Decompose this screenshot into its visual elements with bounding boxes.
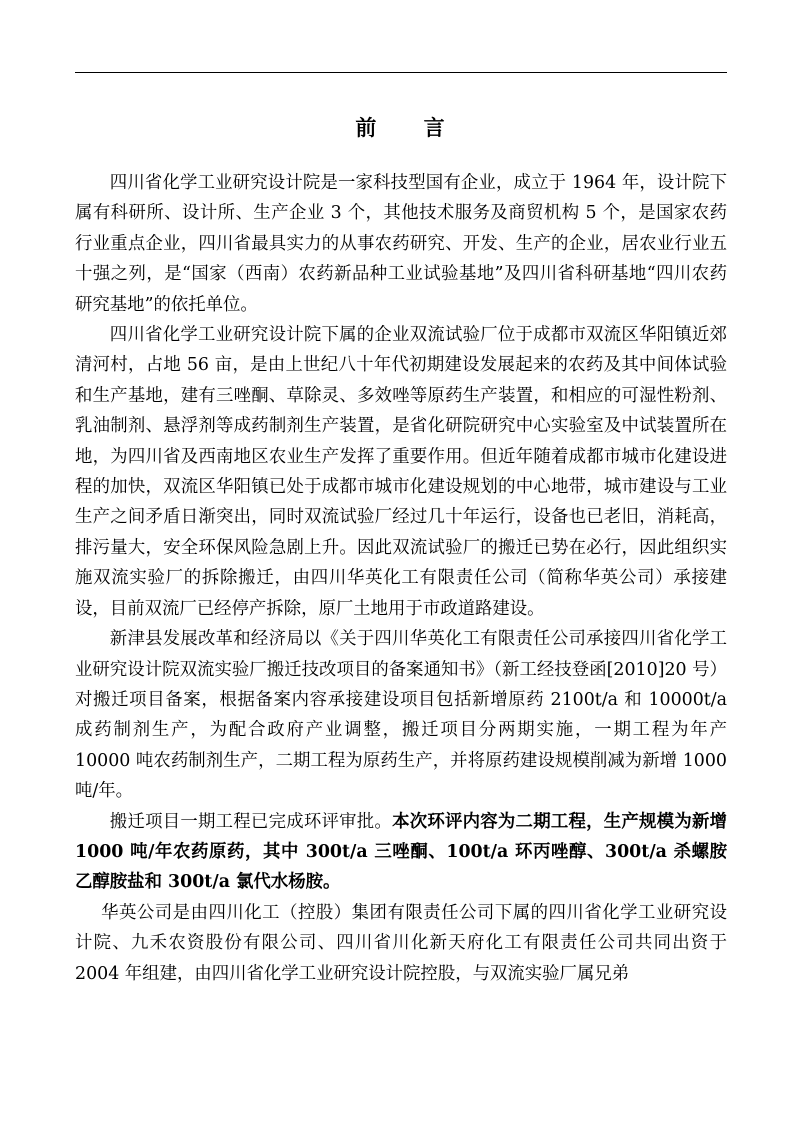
paragraph-text: 华英公司是由四川化工（控股）集团有限责任公司下属的四川省化学工业研究设计院、九禾农资股份有限公司、四川省川化新天府化工有限责任公司共同出资于 2004 年组建，由四川省化学工业研究设计院控股，与双流实验厂属兄弟 bbox=[75, 902, 727, 984]
paragraph-text: 四川省化学工业研究设计院是一家科技型国有企业，成立于 1964 年，设计院下属有科研所、设计所、生产企业 3 个，其他技术服务及商贸机构 5 个，是国家农药行业重点企业，四川省最具实力的从事农药研究、开发、生产的企业，居农业行业五十强之列，是“国家（西南）农药新品种工业试验基地”及四川省科研基地“四川农药研究基地”的依托单位。 bbox=[75, 173, 727, 315]
paragraph-text: 新津县发展改革和经济局以《关于四川华英化工有限责任公司承接四川省化学工业研究设计院双流实验厂搬迁技改项目的备案通知书》（新工经技登函[2010]20 号）对搬迁项目备案，根据备案内容承接建设项目包括新增原药 2100t/a 和 10000t/a 成药制剂生产，为配合政府产业调整，搬迁项目分两期实施，一期工程为年产 10000 吨农药制剂生产，二期工程为原药生产，并将原药建设规模削减为新增 1000 吨/年。 bbox=[75, 629, 727, 802]
paragraph-project-filing bbox=[75, 624, 727, 806]
paragraph-text-emphasis: 本次环评内容为二期工程，生产规模为新增 1000 吨/年农药原药，其中 300t/a 三唑酮、100t/a 环丙唑醇、300t/a 杀螺胺乙醇胺盐和 300t/a 氯代水杨胺。 bbox=[75, 811, 727, 893]
paragraph-text: 四川省化学工业研究设计院下属的企业双流试验厂位于成都市双流区华阳镇近郊清河村，占地 56 亩，是由上世纪八十年代初期建设发展起来的农药及其中间体试验和生产基地，建有三唑酮、草除灵、多效唑等原药生产装置，和相应的可湿性粉剂、乳油制剂、悬浮剂等成药制剂生产装置，是省化研院研究中心实验室及中试装置所在地，为四川省及西南地区农业生产发挥了重要作用。但近年随着成都市城市化建设进程的加快，双流区华阳镇已处于成都市城市化建设规划的中心地带，城市建设与工业生产之间矛盾日渐突出，同时双流试验厂经过几十年运行，设备也已老旧，消耗高，排污量大，安全环保风险急剧上升。因此双流试验厂的搬迁已势在必行，因此组织实施双流实验厂的拆除搬迁，由四川华英化工有限责任公司（简称华英公司）承接建设，目前双流厂已经停产拆除，原厂土地用于市政道路建设。 bbox=[75, 325, 727, 619]
document-body bbox=[75, 168, 727, 989]
paragraph-huaying-company bbox=[75, 898, 727, 989]
paragraph-shuangliu-plant bbox=[75, 320, 727, 624]
paragraph-institute-intro bbox=[75, 168, 727, 320]
header-rule bbox=[75, 72, 727, 73]
paragraph-eia-scope bbox=[75, 807, 727, 898]
paragraph-text: 搬迁项目一期工程已完成环评审批。 bbox=[109, 811, 393, 832]
page-title: 前 言 bbox=[355, 116, 465, 140]
